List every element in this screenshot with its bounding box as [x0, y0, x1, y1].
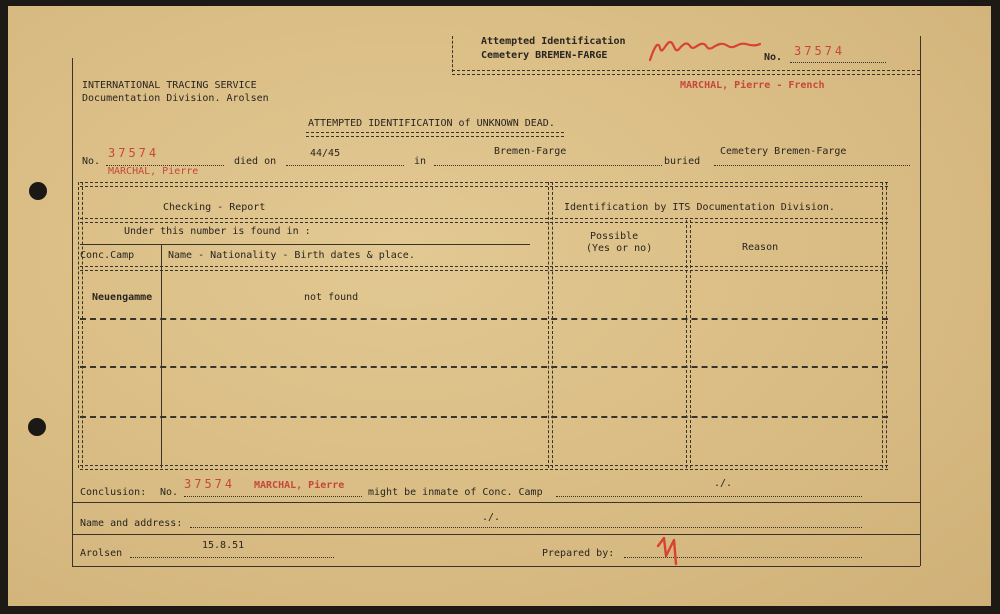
- record-buried-label: buried: [664, 156, 701, 167]
- table-top-border: [80, 182, 888, 187]
- table-camp-divider: [161, 244, 162, 468]
- name-address-dots: [190, 527, 862, 528]
- record-died-value: 44/45: [310, 148, 341, 159]
- header-box-line2: Cemetery BREMEN-FARGE: [481, 50, 608, 61]
- org-line1: INTERNATIONAL TRACING SERVICE: [82, 80, 257, 91]
- record-died-label: died on: [234, 156, 277, 167]
- table-row1-bottom: [80, 318, 888, 320]
- punch-hole-bottom: [28, 418, 46, 436]
- record-in-dots: [434, 165, 662, 166]
- frame-left: [72, 58, 73, 566]
- record-name: MARCHAL, Pierre: [108, 166, 199, 177]
- preparer-initial-signature: [654, 532, 684, 568]
- record-died-dots: [286, 165, 404, 166]
- name-address-rule: [72, 534, 920, 535]
- table-col-possible-2: (Yes or no): [586, 243, 653, 254]
- table-header-bottom: [80, 218, 888, 223]
- conclusion-no-dots: [184, 496, 362, 497]
- footer-prepared-label: Prepared by:: [542, 548, 615, 559]
- table-row3-bottom: [80, 416, 888, 418]
- table-col-camp: Conc.Camp: [80, 250, 135, 261]
- header-box-no-dots: [790, 62, 886, 63]
- subject-stamp: MARCHAL, Pierre - French: [680, 80, 825, 91]
- handwritten-name-signature: [646, 28, 766, 68]
- table-possible-divider: [686, 220, 691, 468]
- record-in-value: Bremen-Farge: [494, 146, 567, 157]
- table-row2-bottom: [80, 366, 888, 368]
- table-right-border: [882, 182, 887, 468]
- table-subheader-line: [80, 244, 530, 245]
- record-no-value: 37574: [108, 146, 160, 160]
- conclusion-value: ./.: [714, 478, 733, 489]
- footer-date-dots: [130, 557, 334, 558]
- header-box-line1: Attempted Identification: [481, 36, 626, 47]
- record-buried-dots: [714, 165, 910, 166]
- punch-hole-top: [29, 182, 47, 200]
- footer-date: 15.8.51: [202, 540, 245, 551]
- footer-place: Arolsen: [80, 548, 123, 559]
- conclusion-label: Conclusion:: [80, 487, 147, 498]
- frame-right: [920, 36, 921, 566]
- header-box-no-label: No.: [764, 52, 783, 63]
- header-box-no-value: 37574: [794, 44, 846, 58]
- conclusion-name: MARCHAL, Pierre: [254, 480, 345, 491]
- conclusion-rule: [72, 502, 920, 503]
- record-in-label: in: [414, 156, 427, 167]
- header-box-bottom: [452, 70, 920, 75]
- table-row-camp: Neuengamme: [92, 292, 153, 303]
- conclusion-text: might be inmate of Conc. Camp: [368, 487, 543, 498]
- table-left-border: [78, 182, 83, 468]
- table-col-name: Name - Nationality - Birth dates & place.: [168, 250, 415, 261]
- conclusion-no-label: No.: [160, 487, 179, 498]
- header-box-left: [452, 36, 453, 72]
- table-left-header: Checking - Report: [163, 202, 266, 213]
- frame-bottom: [72, 566, 920, 567]
- conclusion-no-value: 37574: [184, 477, 236, 491]
- name-address-label: Name and address:: [80, 518, 183, 529]
- record-card: [8, 6, 991, 606]
- document-title: ATTEMPTED IDENTIFICATION of UNKNOWN DEAD.: [308, 118, 555, 129]
- table-center-divider: [548, 182, 553, 468]
- conclusion-camp-dots: [556, 496, 862, 497]
- table-row-name: not found: [304, 292, 359, 303]
- record-no-label: No.: [82, 156, 101, 167]
- org-line2: Documentation Division. Arolsen: [82, 93, 269, 104]
- title-underline: [306, 132, 564, 137]
- record-buried-value: Cemetery Bremen-Farge: [720, 146, 847, 157]
- table-colheader-bottom: [80, 266, 888, 271]
- table-right-header: Identification by ITS Documentation Division.: [564, 202, 835, 213]
- table-sub-header: Under this number is found in :: [124, 226, 311, 237]
- table-col-possible-1: Possible: [590, 231, 639, 242]
- table-bottom-border: [80, 465, 888, 470]
- table-col-reason: Reason: [742, 242, 779, 253]
- name-address-value: ./.: [482, 512, 501, 523]
